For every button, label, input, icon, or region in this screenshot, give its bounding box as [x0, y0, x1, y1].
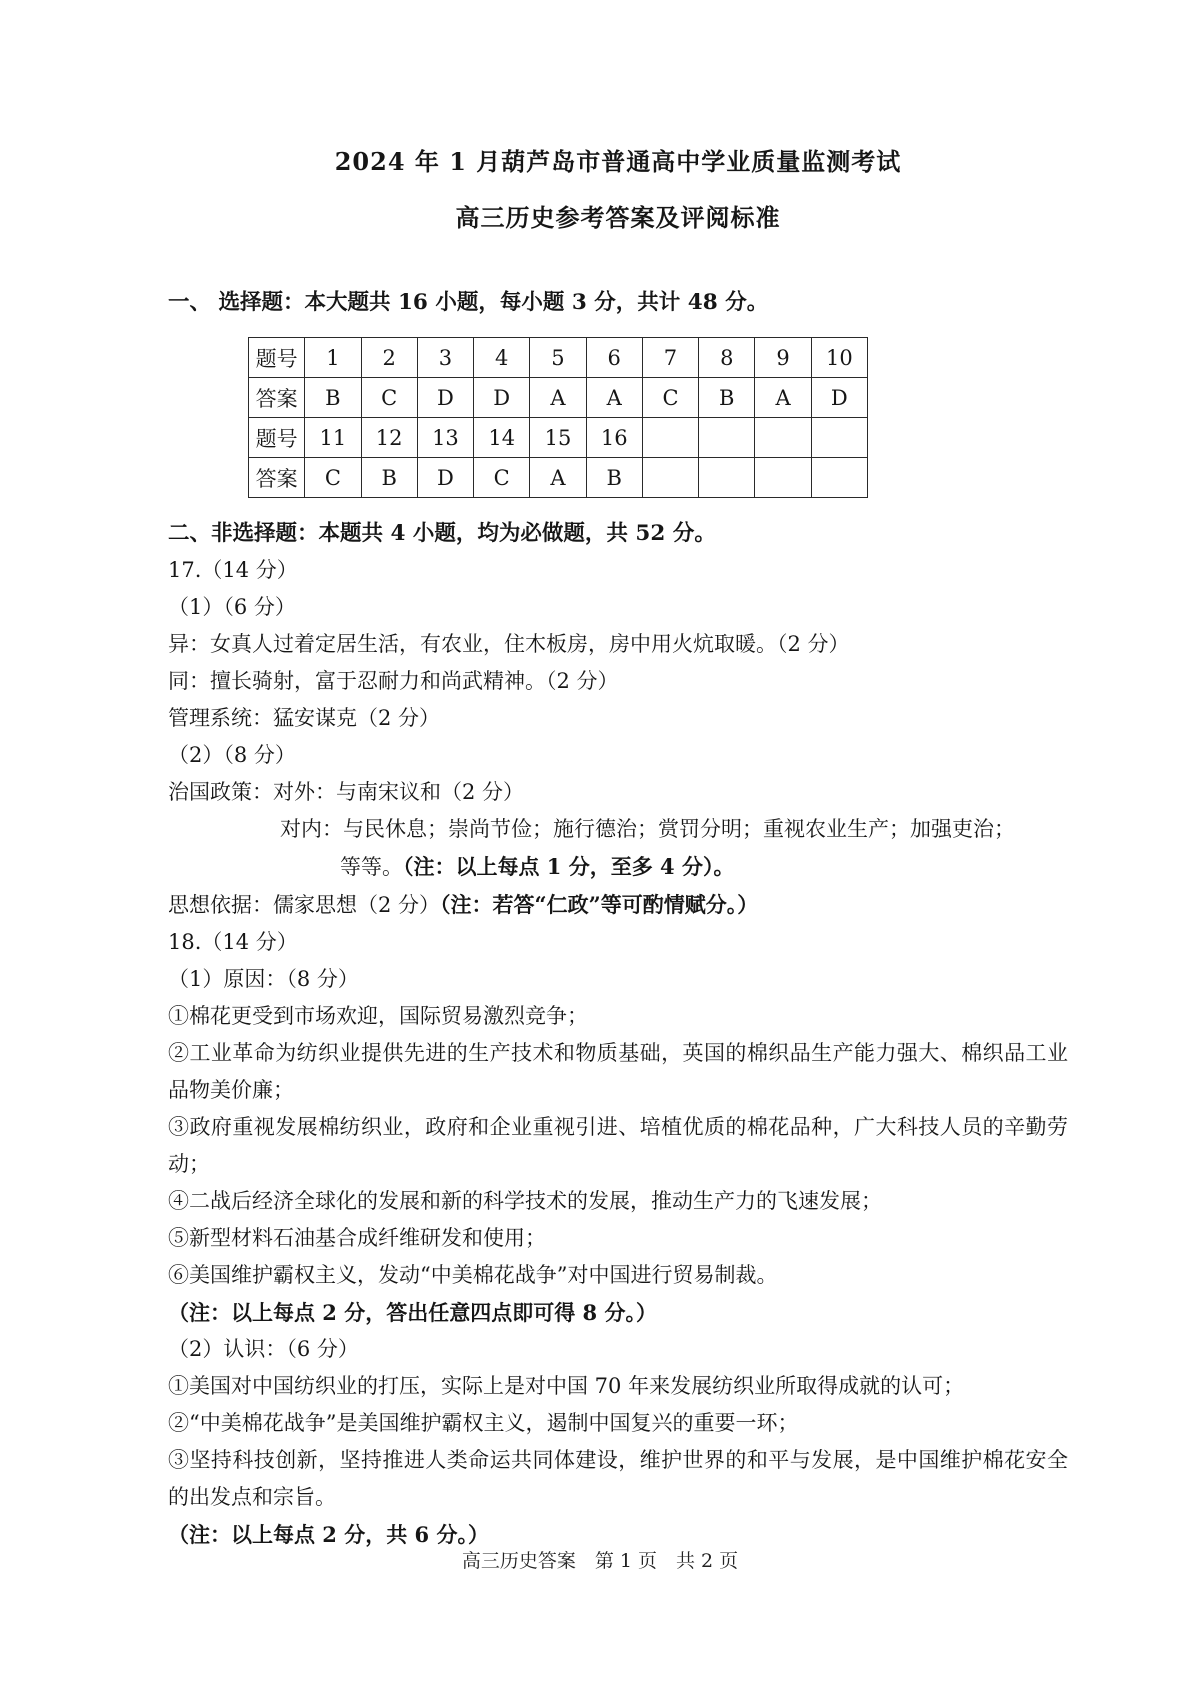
question-number-cell: 10	[811, 338, 867, 378]
answer-cell: A	[530, 458, 586, 498]
q17-policy-etc-text: 等等。	[340, 855, 403, 879]
q18-part1-label: （1）原因：（8 分）	[168, 967, 359, 991]
answer-cell: D	[417, 378, 473, 418]
question-number-cell	[755, 418, 811, 458]
q17-policy-grading-note: （注：以上每点 1 分，至多 4 分）。	[403, 854, 735, 879]
q18-part2-grading-note: （注：以上每点 2 分，共 6 分。）	[168, 1522, 489, 1547]
q17-part2-label: （2）（8 分）	[168, 743, 296, 767]
answer-cell: B	[699, 378, 755, 418]
q18-insight-2: ②“中美棉花战争”是美国维护霸权主义，遏制中国复兴的重要一环；	[168, 1411, 799, 1435]
answer-cell: B	[305, 378, 361, 418]
question-number-cell: 3	[417, 338, 473, 378]
q18-reason-2: ②工业革命为纺织业提供先进的生产技术和物质基础，英国的棉织品生产能力强大、棉织品工业品物美价廉；	[168, 1041, 1068, 1102]
q18-reason-5: ⑤新型材料石油基合成纤维研发和使用；	[168, 1226, 546, 1250]
q18-reason-4: ④二战后经济全球化的发展和新的科学技术的发展，推动生产力的飞速发展；	[168, 1189, 882, 1213]
answer-cell: D	[417, 458, 473, 498]
answer-cell	[642, 458, 698, 498]
question-number-cell: 6	[586, 338, 642, 378]
question-number-cell: 15	[530, 418, 586, 458]
answer-key-table	[248, 337, 868, 498]
exam-title: 2024 年 1 月葫芦岛市普通高中学业质量监测考试	[334, 147, 902, 176]
q17-answer-difference: 异：女真人过着定居生活，有农业，住木板房，房中用火炕取暖。（2 分）	[168, 632, 850, 656]
answer-cell: B	[586, 458, 642, 498]
q17-part1-label: （1）（6 分）	[168, 595, 296, 619]
table-row-question-numbers-2	[249, 418, 868, 458]
table-row-answers-2	[249, 458, 868, 498]
q18-reason-6: ⑥美国维护霸权主义，发动“中美棉花战争”对中国进行贸易制裁。	[168, 1263, 778, 1287]
answer-cell: C	[361, 378, 417, 418]
answer-cell: D	[811, 378, 867, 418]
q17-title: 17.（14 分）	[168, 558, 298, 582]
section-choice-heading: 一、 选择题：本大题共 16 小题，每小题 3 分，共计 48 分。	[168, 290, 769, 315]
page-footer: 高三历史答案 第 1 页 共 2 页	[461, 1550, 739, 1572]
answer-cell: C	[305, 458, 361, 498]
row-header-cell: 题号	[249, 338, 305, 378]
q18-reason-3: ③政府重视发展棉纺织业，政府和企业重视引进、培植优质的棉花品种，广大科技人员的辛勤劳动；	[168, 1115, 1068, 1176]
q17-policy-internal: 对内：与民休息；崇尚节俭；施行德治；赏罚分明；重视农业生产；加强吏治；	[280, 817, 1015, 841]
question-number-cell: 12	[361, 418, 417, 458]
question-number-cell: 11	[305, 418, 361, 458]
answer-cell: B	[361, 458, 417, 498]
q17-thought-basis-text: 思想依据：儒家思想（2 分）	[168, 893, 441, 917]
answer-cell	[755, 458, 811, 498]
question-number-cell: 13	[417, 418, 473, 458]
section-essay-heading: 二、非选择题：本题共 4 小题，均为必做题，共 52 分。	[168, 521, 716, 546]
essay-answers	[168, 552, 1068, 1553]
q18-insight-3: ③坚持科技创新，坚持推进人类命运共同体建设，维护世界的和平与发展，是中国维护棉花安全的出发点和宗旨。	[168, 1448, 1068, 1509]
question-number-cell: 2	[361, 338, 417, 378]
q18-reason-1: ①棉花更受到市场欢迎，国际贸易激烈竞争；	[168, 1004, 588, 1028]
question-number-cell: 1	[305, 338, 361, 378]
question-number-cell: 5	[530, 338, 586, 378]
q17-answer-management-system: 管理系统：猛安谋克（2 分）	[168, 706, 441, 730]
question-number-cell	[642, 418, 698, 458]
q17-thought-grading-note: （注：若答“仁政”等可酌情赋分。）	[440, 892, 759, 917]
q18-title: 18.（14 分）	[168, 930, 298, 954]
q17-answer-similarity: 同：擅长骑射，富于忍耐力和尚武精神。（2 分）	[168, 669, 619, 693]
answer-cell	[699, 458, 755, 498]
answer-cell	[811, 458, 867, 498]
answer-cell: A	[755, 378, 811, 418]
row-header-cell: 题号	[249, 418, 305, 458]
q18-insight-1: ①美国对中国纺织业的打压，实际上是对中国 70 年来发展纺织业所取得成就的认可；	[168, 1374, 965, 1398]
q18-part2-label: （2）认识：（6 分）	[168, 1337, 359, 1361]
question-number-cell: 16	[586, 418, 642, 458]
answer-cell: C	[474, 458, 530, 498]
row-header-cell: 答案	[249, 378, 305, 418]
question-number-cell: 9	[755, 338, 811, 378]
question-number-cell: 4	[474, 338, 530, 378]
question-number-cell: 8	[699, 338, 755, 378]
row-header-cell: 答案	[249, 458, 305, 498]
exam-subtitle: 高三历史参考答案及评阅标准	[455, 203, 781, 232]
q18-part1-grading-note: （注：以上每点 2 分，答出任意四点即可得 8 分。）	[168, 1300, 657, 1325]
answer-cell: A	[530, 378, 586, 418]
q17-thought-basis-line	[168, 886, 1068, 924]
answer-cell: D	[474, 378, 530, 418]
answer-cell: A	[586, 378, 642, 418]
question-number-cell	[699, 418, 755, 458]
q17-policy-external: 治国政策：对外：与南宋议和（2 分）	[168, 780, 525, 804]
table-row-question-numbers-1	[249, 338, 868, 378]
q17-policy-etc-line	[168, 848, 1068, 886]
answer-cell: C	[642, 378, 698, 418]
question-number-cell: 7	[642, 338, 698, 378]
question-number-cell	[811, 418, 867, 458]
table-row-answers-1	[249, 378, 868, 418]
question-number-cell: 14	[474, 418, 530, 458]
